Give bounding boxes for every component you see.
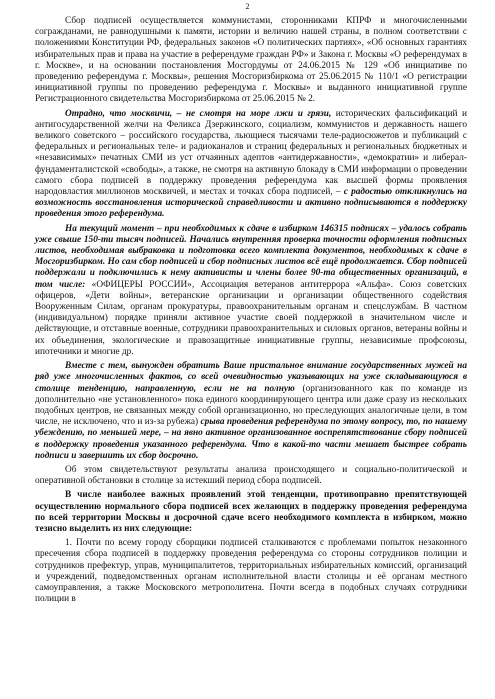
emphasis-disruption: срыва проведения референдума по этому вопросу, то, по нашему убеждению, по меньшей мере, – на явно активное организованное воспрепятствование сбору подписей в поддержку проведения указанного референдума. Что в какой-то части мешает быстрее собрать подписи и завершить их сбор досрочно. [35, 417, 467, 461]
document-body [35, 16, 467, 608]
emphasis-justice: с радостью откликнулись на возможность восстановления исторической справедливости и активно подписываются в поддержку проведения этого референдума. [35, 187, 467, 220]
paragraph-item-1: 1. Почти по всему городу сборщики подписей сталкиваются с проблемами попыток незаконного пресечения сбора подписей в поддержку проведения референдума со стороны сотрудников полиции и сотрудников префектур, управ, муниципалитетов, территориальных избирательных комиссий, организаций и учреждений, подведомственных органам исполнительной власти столицы и её органам местного самоуправления, а также Московского метрополитена. Почти всегда в подобных случаях сотрудники полиции в [35, 538, 467, 605]
paragraph-text: «ОФИЦЕРЫ РОССИИ», Ассоциация ветеранов антитеррора «Альфа». Союз советских офицеров, «Дети войны», ветеранские организации и организации общественного содействия Вооруженным Силам, органам прокуратуры, правоохранительным органам и спецслужбам. В частном (индивидуальном) порядке приняли активное участие своей поддержкой в значительном числе и действующие, и отставные военные, сотрудники правоохранительных и силовых органов, ветераны войны и их объединения, экологические и правозащитные инициативные группы, независимые профсоюзы, ипотечники и многие др. [35, 279, 467, 357]
paragraph-analysis: Об этом свидетельствуют результаты анализа происходящего и социально-политической и оперативной обстановки в столице за истекший период сбора подписей. [35, 464, 467, 487]
paragraph-current-status [35, 224, 467, 358]
paragraph-text: (организованного как по команде из дополнительно «не установленного» пока единого координирующего центра или даже сразу из нескольких подобных центров, не связанных между собой организационно, но преследующих аналогичные цели, в том числе, не исключено, что и из-за рубежа) [35, 383, 468, 428]
emphasis-attention: Вместе с тем, вынужден обратить Ваше пристальное внимание государственных мужей на ряд уже многочисленных фактов, со всей очевидностью указывающих на уже складывающуюся в столице тенденцию, направленную, если не на полную [35, 361, 467, 394]
emphasis-gladly: Отрадно, что москвичи, – не смотря на море лжи и грязи, [65, 108, 332, 119]
paragraph-obstruction [35, 361, 467, 462]
paragraph-collection-basis: Сбор подписей осуществляется коммунистами, сторонниками КПРФ и многочисленными согражданами, не равнодушными к памяти, истории и величию нашей страны, в полном соответствии с положениями Конституции РФ, федеральных законов «О политических партиях», «Об основных гарантиях избирательных прав и права на участие в референдуме граждан РФ» и Закона г. Москвы «О референдумах в г. Москве», и на основании постановления Мосгордумы от 24.06.2015 № 129 «Об инициативе по проведению референдума г. Москвы», решения Мосгоризбиркома от 25.06.2015 № 110/1 «О регистрации инициативной группы по проведению референдума г. Москвы» и выданного инициативной группе Регистрационного свидетельства Мосгоризбиркома от 25.06.2015 № 2. [35, 16, 467, 105]
paragraph-manifestations: В числе наиболее важных проявлений этой тенденции, противоправно препятствующей осуществлению нормального сбора подписей всех желающих в поддержку проведения референдума по всей территории Москвы и досрочной сдаче всего необходимого комплекта в избирком, можно тезисно выделить из них следующие: [35, 490, 467, 534]
paragraph-muscovites-support [35, 109, 467, 221]
paragraph-text: исторических фальсификаций и антигосударственной желчи на Феликса Дзержинского, социализм, коммунистов и державность нашего великого советского – российского государства, льющиеся тысячами теле-радиосюжетов и публикаций с федеральных и региональных теле- и радиоканалов и страниц федеральных и региональных бюджетных и «независимых» печатных СМИ из уст отчаянных адептов «антидержавности», «демократии» и либерал-фундаменталистской «свободы», а также, не смотря на активную блокаду в СМИ информации о проведении самого сбора подписей в поддержку проведения референдума как высшей формы проявления народовластия миллионов москвичей, и местах и точках сбора подписей, – [35, 108, 468, 198]
emphasis-current-moment: На текущий момент – при необходимых к сдаче в избирком 146315 подписях – удалось собрать уже свыше 150-ти тысяч подписей. Начались внутренняя проверка точности оформления подписных листов, необходимая выбраковка и подготовка всего комплекта документов, необходимых к сдаче в Мосгоризбирком. Но сам сбор подписей и сбор подписных листов всё ещё продолжается. Сбор подписей поддержали и подключились к нему активисты и члены более 90-та общественных организаций, в том числе: [35, 223, 467, 290]
page-number: 2 [245, 2, 250, 11]
